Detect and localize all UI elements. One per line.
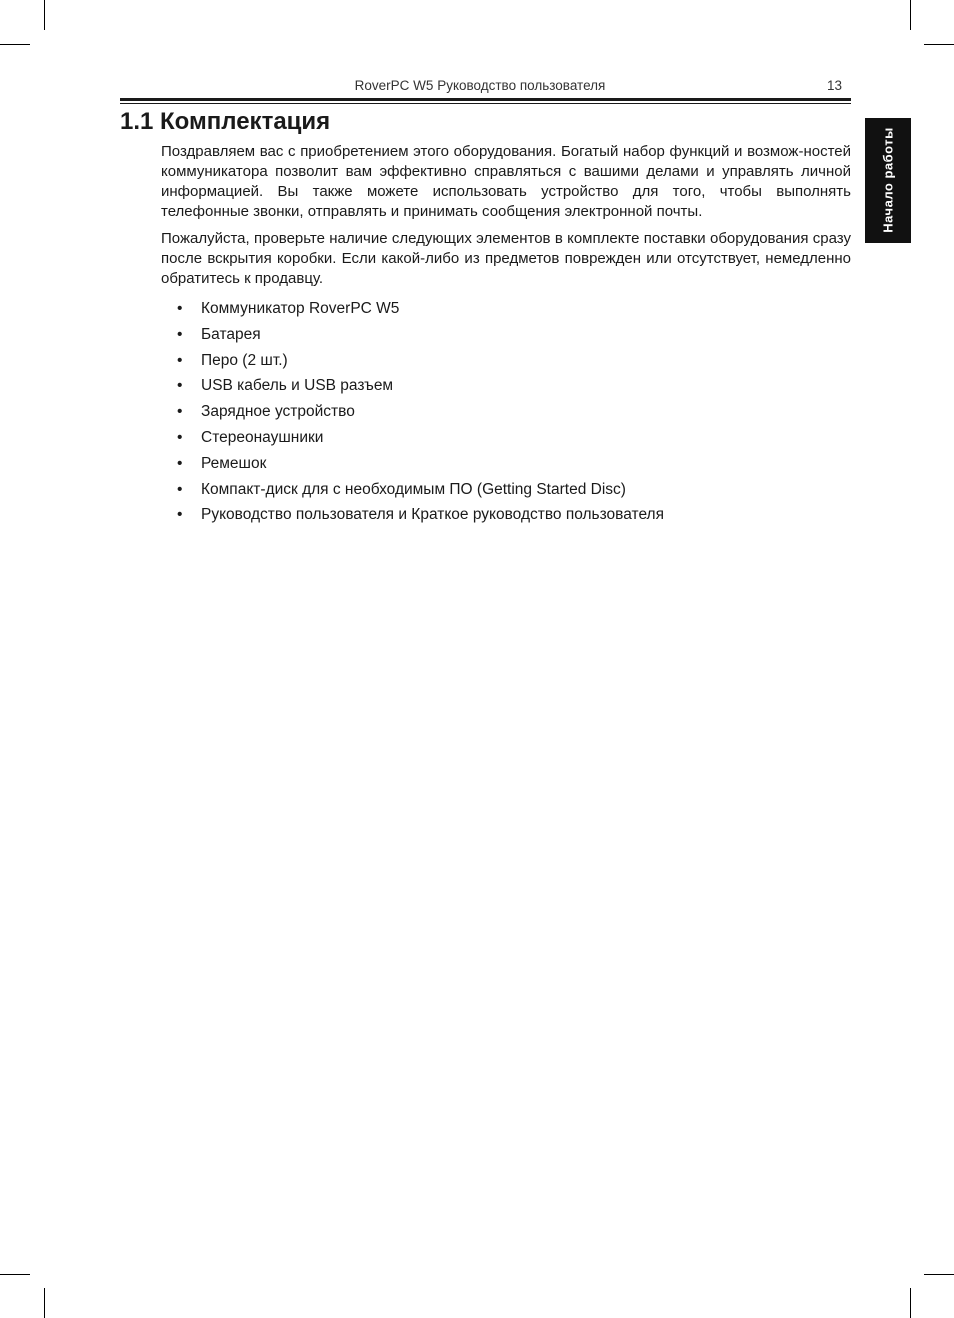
list-item: [161, 477, 851, 503]
crop-mark-top-left-vertical: [44, 0, 45, 30]
list-item-text: Батарея: [201, 325, 261, 343]
bullet-icon: •: [177, 428, 183, 446]
chapter-side-tab-label: Начало работы: [880, 127, 896, 233]
list-item-text: Перо (2 шт.): [201, 351, 288, 369]
header-rule-thin: [120, 103, 851, 104]
list-item: [161, 502, 851, 528]
list-item-text: USB кабель и USB разъем: [201, 377, 394, 395]
intro-paragraph: Поздравляем вас с приобретением этого оборудования. Богатый набор функций и возмож-ностей коммуникатора позволит вам эффективно справляться с вашими делами и управлять личной информацией. Вы также можете использовать устройство для того, чтобы выполнять телефонные звонки, отправлять и принимать сообщения электронной почты.: [161, 143, 851, 220]
bullet-icon: •: [177, 377, 183, 395]
running-header-title: RoverPC W5 Руководство пользователя: [354, 78, 606, 93]
crop-mark-top-right-horizontal: [924, 44, 954, 45]
bullet-icon: •: [177, 403, 183, 421]
list-item-text: Зарядное устройство: [201, 403, 355, 421]
list-item: [161, 425, 851, 451]
bullet-icon: •: [177, 300, 183, 317]
check-contents-paragraph: Пожалуйста, проверьте наличие следующих элементов в комплекте поставки оборудования сразу после вскрытия коробки. Если какой-либо из предметов поврежден или отсутствует, немедленно обратитесь к продавцу.: [161, 230, 851, 287]
section-body: [161, 142, 851, 528]
crop-mark-bottom-right-horizontal: [924, 1274, 954, 1275]
chapter-side-tab: [865, 118, 911, 243]
bullet-icon: •: [177, 480, 183, 498]
list-item: [161, 399, 851, 425]
list-item-text: Ремешок: [201, 454, 267, 472]
list-item-text: Компакт-диск для с необходимым ПО (Getting Started Disc): [201, 480, 626, 498]
package-contents-list: [161, 296, 851, 528]
list-item: [161, 296, 851, 322]
crop-mark-bottom-left-horizontal: [0, 1274, 30, 1275]
list-item: [161, 451, 851, 477]
list-item-text: Руководство пользователя и Краткое руководство пользователя: [201, 506, 664, 524]
list-item: [161, 322, 851, 348]
list-item: [161, 348, 851, 374]
page-number: 13: [826, 78, 842, 93]
header-rule-thick: [120, 98, 851, 101]
section-title: 1.1 Комплектация: [120, 108, 331, 135]
list-item-text: Коммуникатор RoverPC W5: [201, 300, 400, 317]
list-item-text: Стереонаушники: [201, 428, 324, 446]
crop-mark-bottom-right-vertical: [910, 1288, 911, 1318]
crop-mark-top-left-horizontal: [0, 44, 30, 45]
bullet-icon: •: [177, 325, 183, 343]
crop-mark-bottom-left-vertical: [44, 1288, 45, 1318]
bullet-icon: •: [177, 454, 183, 472]
list-item: [161, 373, 851, 399]
bullet-icon: •: [177, 506, 183, 524]
crop-mark-top-right-vertical: [910, 0, 911, 30]
bullet-icon: •: [177, 351, 183, 369]
